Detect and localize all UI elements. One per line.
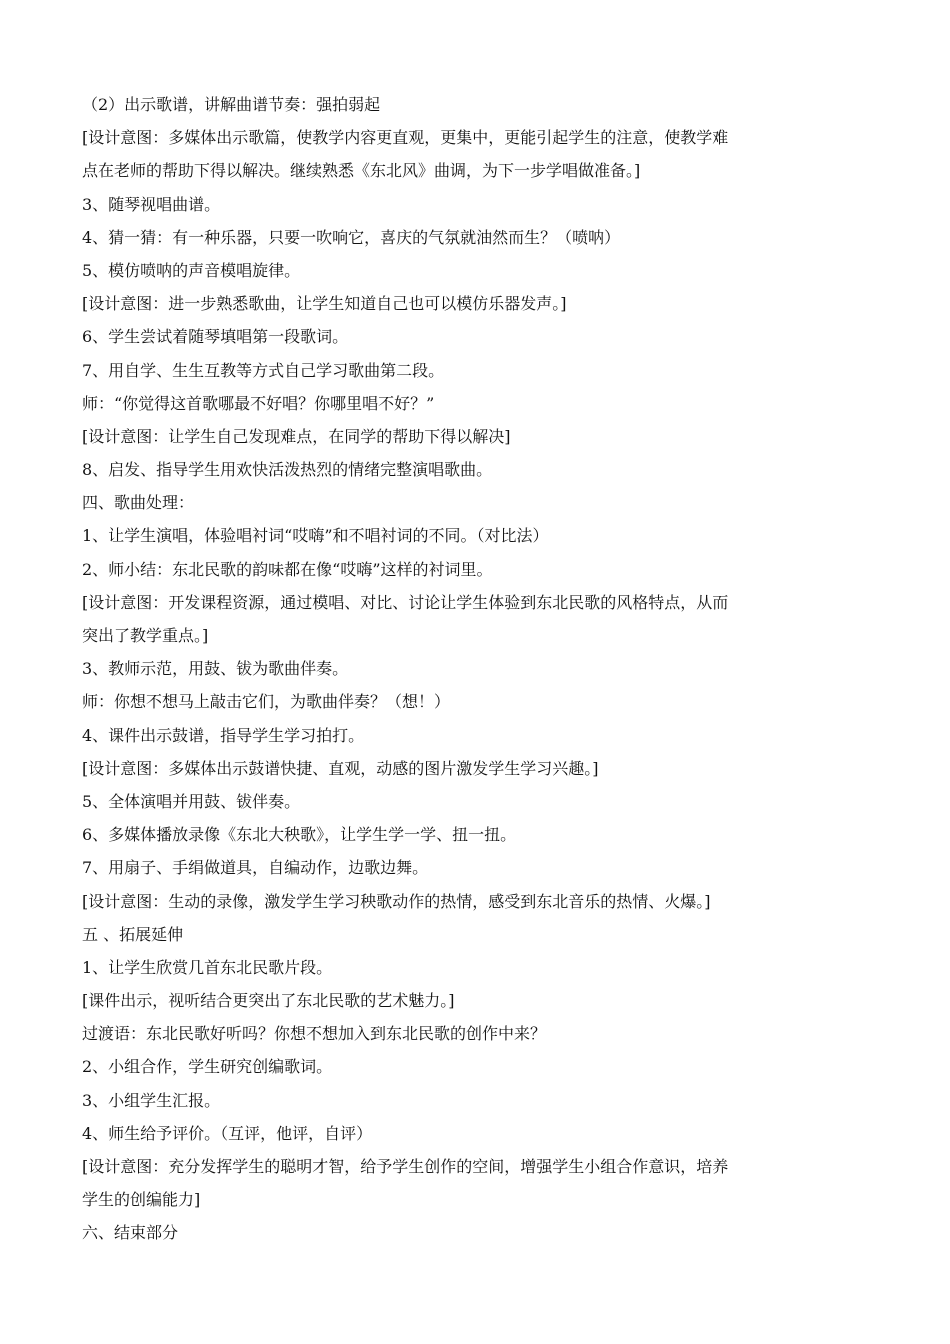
text-line: 1、让学生欣赏几首东北民歌片段。 xyxy=(82,957,333,977)
text-line: 1、让学生演唱，体验唱衬词“哎嗨”和不唱衬词的不同。（对比法） xyxy=(82,526,549,546)
document-page xyxy=(82,88,872,1250)
text-line: [课件出示，视听结合更突出了东北民歌的艺术魅力。] xyxy=(82,991,455,1011)
text-line: [设计意图：开发课程资源，通过模唱、对比、讨论让学生体验到东北民歌的风格特点，从而 xyxy=(82,592,729,612)
text-line: （2）出示歌谱，讲解曲谱节奏：强拍弱起 xyxy=(82,95,381,114)
text-line: 5、模仿喷呐的声音模唱旋律。 xyxy=(82,260,301,280)
text-line: 5、全体演唱并用鼓、钹伴奏。 xyxy=(82,791,301,811)
section-heading: 四、歌曲处理： xyxy=(82,493,195,513)
text-line: [设计意图：多媒体出示鼓谱快捷、直观，动感的图片激发学生学习兴趣。] xyxy=(82,758,599,778)
text-line: 师：“你觉得这首歌哪最不好唱？你哪里唱不好？” xyxy=(82,393,435,413)
text-line: 点在老师的帮助下得以解决。继续熟悉《东北风》曲调，为下一步学唱做准备。] xyxy=(82,161,641,181)
text-line: 学生的创编能力] xyxy=(82,1190,201,1210)
text-line: 6、多媒体播放录像《东北大秧歌》，让学生学一学、扭一扭。 xyxy=(82,825,517,845)
text-line: 6、学生尝试着随琴填唱第一段歌词。 xyxy=(82,327,349,347)
text-line: [设计意图：生动的录像，激发学生学习秧歌动作的热情，感受到东北音乐的热情、火爆。] xyxy=(82,891,711,911)
text-line: 3、随琴视唱曲谱。 xyxy=(82,194,221,214)
text-line: 过渡语：东北民歌好听吗？你想不想加入到东北民歌的创作中来？ xyxy=(82,1024,547,1044)
text-line: 4、课件出示鼓谱，指导学生学习拍打。 xyxy=(82,725,365,745)
text-line: 2、师小结：东北民歌的韵味都在像“哎嗨”这样的衬词里。 xyxy=(82,559,493,579)
text-line: 2、小组合作，学生研究创编歌词。 xyxy=(82,1057,333,1077)
section-heading: 五 、拓展延伸 xyxy=(82,924,184,944)
text-line: 3、教师示范，用鼓、钹为歌曲伴奏。 xyxy=(82,659,349,679)
text-line: 3、小组学生汇报。 xyxy=(82,1090,221,1110)
text-line: 4、猜一猜：有一种乐器，只要一吹响它，喜庆的气氛就油然而生？（喷呐） xyxy=(82,227,621,247)
text-line: [设计意图：多媒体出示歌篇，使教学内容更直观，更集中，更能引起学生的注意，使教学难 xyxy=(82,128,729,148)
text-line: 师：你想不想马上敲击它们，为歌曲伴奏？（想！） xyxy=(82,692,451,712)
text-line: [设计意图：充分发挥学生的聪明才智，给予学生创作的空间，增强学生小组合作意识，培养 xyxy=(82,1157,729,1176)
text-line: 8、启发、指导学生用欢快活泼热烈的情绪完整演唱歌曲。 xyxy=(82,460,493,480)
text-line: 7、用扇子、手绢做道具，自编动作，边歌边舞。 xyxy=(82,858,429,878)
text-line: 7、用自学、生生互教等方式自己学习歌曲第二段。 xyxy=(82,360,445,380)
text-line: 突出了教学重点。] xyxy=(82,626,209,645)
text-line: [设计意图：进一步熟悉歌曲，让学生知道自己也可以模仿乐器发声。] xyxy=(82,294,567,314)
text-line: [设计意图：让学生自己发现难点，在同学的帮助下得以解决] xyxy=(82,426,511,446)
section-heading: 六、结束部分 xyxy=(82,1223,179,1243)
text-line: 4、师生给予评价。（互评，他评，自评） xyxy=(82,1123,373,1143)
